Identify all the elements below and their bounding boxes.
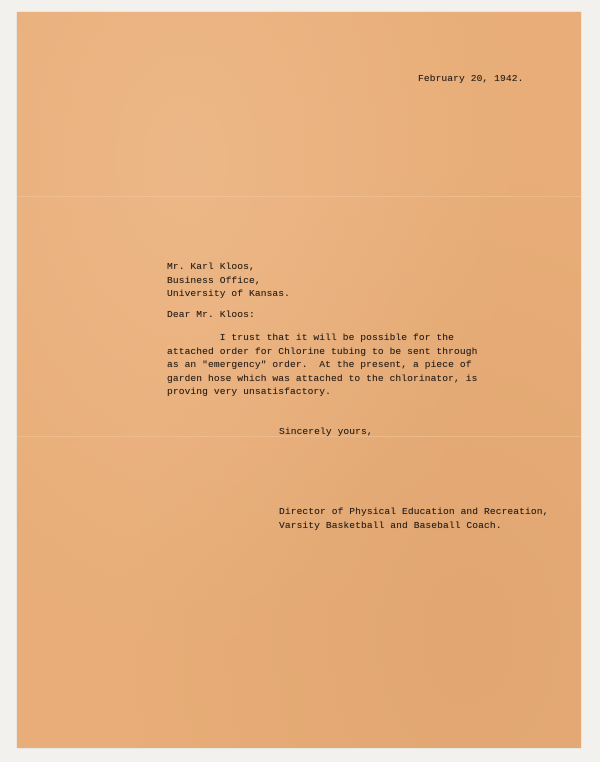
signature-title: Director of Physical Education and Recreation, <box>279 506 549 517</box>
body-line: garden hose which was attached to the chlorinator, is <box>167 372 478 384</box>
recipient-institution: University of Kansas. <box>167 288 291 300</box>
letter-date: February 20, 1942. <box>418 73 524 84</box>
paper-fold-line <box>17 196 581 197</box>
body-line: I trust that it will be possible for the <box>167 332 455 343</box>
recipient-office: Business Office, <box>167 274 261 286</box>
body-line: proving very unsatisfactory. <box>167 386 332 398</box>
body-line: as an "emergency" order. At the present, a piece of <box>167 359 472 371</box>
salutation: Dear Mr. Kloos: <box>167 309 255 320</box>
letter-body <box>167 331 477 399</box>
recipient-name: Mr. Karl Kloos, <box>167 261 255 272</box>
closing: Sincerely yours, <box>279 426 373 437</box>
signature-title: Varsity Basketball and Baseball Coach. <box>279 519 502 531</box>
signature-block <box>279 505 548 532</box>
recipient-address <box>167 260 290 301</box>
body-line: attached order for Chlorine tubing to be sent through <box>167 345 478 357</box>
letter-page <box>17 12 581 748</box>
